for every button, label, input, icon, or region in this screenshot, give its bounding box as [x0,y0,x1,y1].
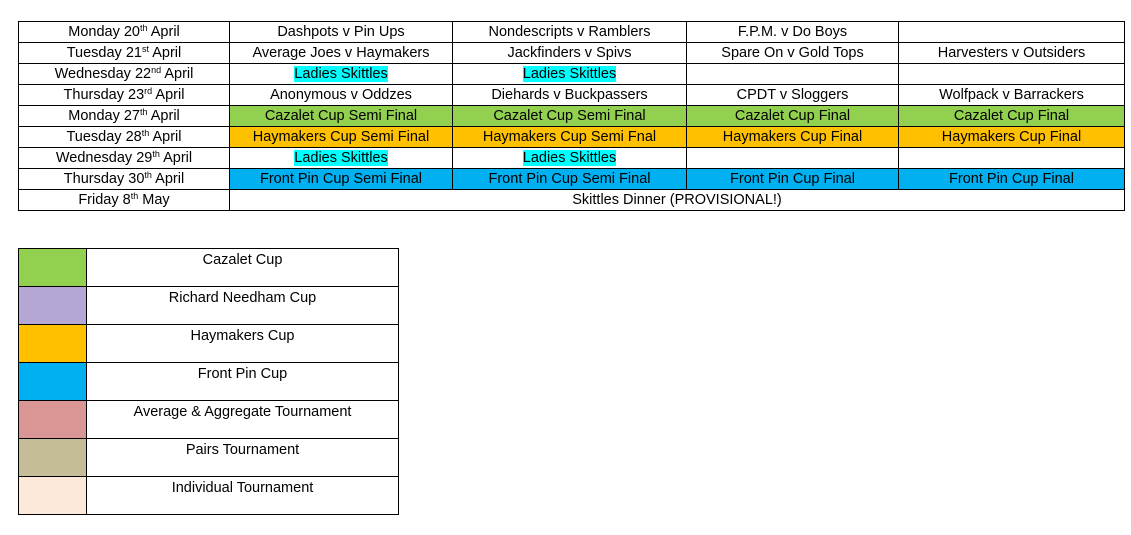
date-number: 29 [136,150,153,166]
fixture-cell [687,22,899,43]
legend-row [19,477,399,515]
fixture-cell [453,169,687,190]
date-suffix: th [144,170,152,180]
fixture-cell [230,85,453,106]
fixture-cell [453,43,687,64]
fixture-cell [687,106,899,127]
date-month: April [150,24,180,40]
fixture-row [19,106,1125,127]
fixture-cell [899,169,1125,190]
fixture-text: Ladies Skittles [294,66,388,82]
fixture-text: Cazalet Cup Final [734,108,851,124]
date-suffix: th [141,128,150,138]
date-number: 20 [123,24,140,40]
fixture-text: Jackfinders v Spivs [507,45,632,61]
date-suffix: th [152,149,160,159]
fixture-row [19,22,1125,43]
fixture-cell [899,22,1125,43]
date-month: April [152,45,182,61]
fixture-text: Haymakers Cup Semi Fnal [482,129,657,145]
fixture-event: Skittles Dinner (PROVISIONAL!) [230,190,1125,211]
legend-color-swatch [19,249,87,287]
fixture-cell [453,148,687,169]
legend-label: Pairs Tournament [87,439,399,477]
legend-row [19,287,399,325]
fixture-date [19,148,230,169]
legend-color-swatch [19,477,87,515]
legend-color-swatch [19,287,87,325]
legend-row [19,325,399,363]
fixture-date [19,127,230,148]
fixture-text: Ladies Skittles [522,66,617,82]
fixture-date [19,190,230,211]
date-day: Tuesday [66,45,122,61]
fixture-cell [230,127,453,148]
fixture-text: Haymakers Cup Semi Final [252,129,430,145]
fixture-date [19,106,230,127]
fixture-cell [230,64,453,85]
date-number: 23 [128,87,145,103]
fixture-cell [899,43,1125,64]
legend-row [19,363,399,401]
date-day: Thursday [63,87,124,103]
fixture-cell [230,43,453,64]
fixture-text: Haymakers Cup Final [722,129,863,145]
fixture-text: Cazalet Cup Semi Final [264,108,418,124]
date-day: Monday [68,24,120,40]
fixture-text: Ladies Skittles [522,150,617,166]
date-day: Monday [68,108,120,124]
fixture-cell [899,64,1125,85]
legend-label: Average & Aggregate Tournament [87,401,399,439]
date-month: April [163,150,193,166]
fixture-row [19,190,1125,211]
fixture-date [19,169,230,190]
date-month: April [155,171,185,187]
legend-table-body [19,249,399,515]
fixture-row [19,64,1125,85]
date-number: 22 [134,66,152,82]
legend-color-swatch [19,401,87,439]
date-suffix: th [140,107,148,117]
date-day: Wednesday [54,66,131,82]
date-suffix: th [140,23,148,33]
fixture-cell [453,85,687,106]
fixture-cell [687,127,899,148]
fixture-cell [899,127,1125,148]
fixture-text: Front Pin Cup Semi Final [260,171,422,187]
date-suffix: th [130,191,139,201]
fixture-text: Dashpots v Pin Ups [277,24,405,40]
fixture-text: Harvesters v Outsiders [937,45,1086,61]
fixture-text: Nondescripts v Ramblers [488,24,651,40]
date-month: April [152,129,182,145]
date-day: Friday [78,192,119,208]
fixture-date [19,85,230,106]
date-day: Tuesday [66,129,122,145]
fixture-date [19,22,230,43]
date-number: 28 [125,129,142,145]
date-day: Thursday [63,171,125,187]
date-suffix: st [141,44,149,54]
fixture-cell [453,64,687,85]
fixture-row [19,148,1125,169]
legend-row [19,439,399,477]
fixture-text: F.P.M. v Do Boys [737,24,848,40]
fixture-text: Haymakers Cup Final [941,129,1082,145]
fixture-text: Diehards v Buckpassers [491,87,648,103]
fixture-row [19,85,1125,106]
fixture-cell [899,106,1125,127]
fixture-date [19,43,230,64]
fixture-text: Ladies Skittles [294,150,388,166]
legend-label: Cazalet Cup [87,249,399,287]
fixture-cell [453,127,687,148]
date-suffix: nd [151,65,162,75]
fixture-text: Average Joes v Haymakers [252,45,430,61]
fixture-text: Anonymous v Oddzes [270,87,412,103]
date-number: 21 [125,45,142,61]
legend-row [19,401,399,439]
fixture-text: Front Pin Cup Final [949,171,1074,187]
fixture-cell [899,85,1125,106]
fixture-text: Spare On v Gold Tops [721,45,864,61]
date-month: April [164,66,194,82]
fixture-cell [687,85,899,106]
fixture-date [19,64,230,85]
fixture-cell [453,22,687,43]
date-suffix: rd [144,86,153,96]
fixture-text: Cazalet Cup Final [953,108,1070,124]
fixture-cell [687,148,899,169]
fixture-cell [453,106,687,127]
fixture-row [19,43,1125,64]
date-month: April [150,108,180,124]
date-month: April [155,87,185,103]
date-day: Wednesday [55,150,133,166]
fixture-text: Wolfpack v Barrackers [939,87,1084,103]
legend-color-swatch [19,439,87,477]
date-number: 30 [128,171,145,187]
fixture-text: Front Pin Cup Final [730,171,855,187]
fixture-text: Cazalet Cup Semi Final [493,108,646,124]
legend-label: Front Pin Cup [87,363,399,401]
fixture-cell [230,148,453,169]
legend-label: Individual Tournament [87,477,399,515]
legend-label: Haymakers Cup [87,325,399,363]
fixture-text: Front Pin Cup Semi Final [488,171,651,187]
fixture-row [19,169,1125,190]
fixture-cell [899,148,1125,169]
fixture-cell [230,169,453,190]
fixture-cell [687,43,899,64]
fixture-cell [230,22,453,43]
legend-color-swatch [19,325,87,363]
fixture-row [19,127,1125,148]
fixture-text: CPDT v Sloggers [736,87,849,103]
legend-row [19,249,399,287]
fixture-cell [230,106,453,127]
fixture-cell [687,169,899,190]
date-month: May [142,192,170,208]
legend-color-swatch [19,363,87,401]
fixtures-table [18,21,1125,211]
date-number: 27 [123,108,140,124]
fixtures-table-body [19,22,1125,211]
fixture-cell [687,64,899,85]
date-number: 8 [122,192,131,208]
legend-label: Richard Needham Cup [87,287,399,325]
legend-table [18,248,399,515]
